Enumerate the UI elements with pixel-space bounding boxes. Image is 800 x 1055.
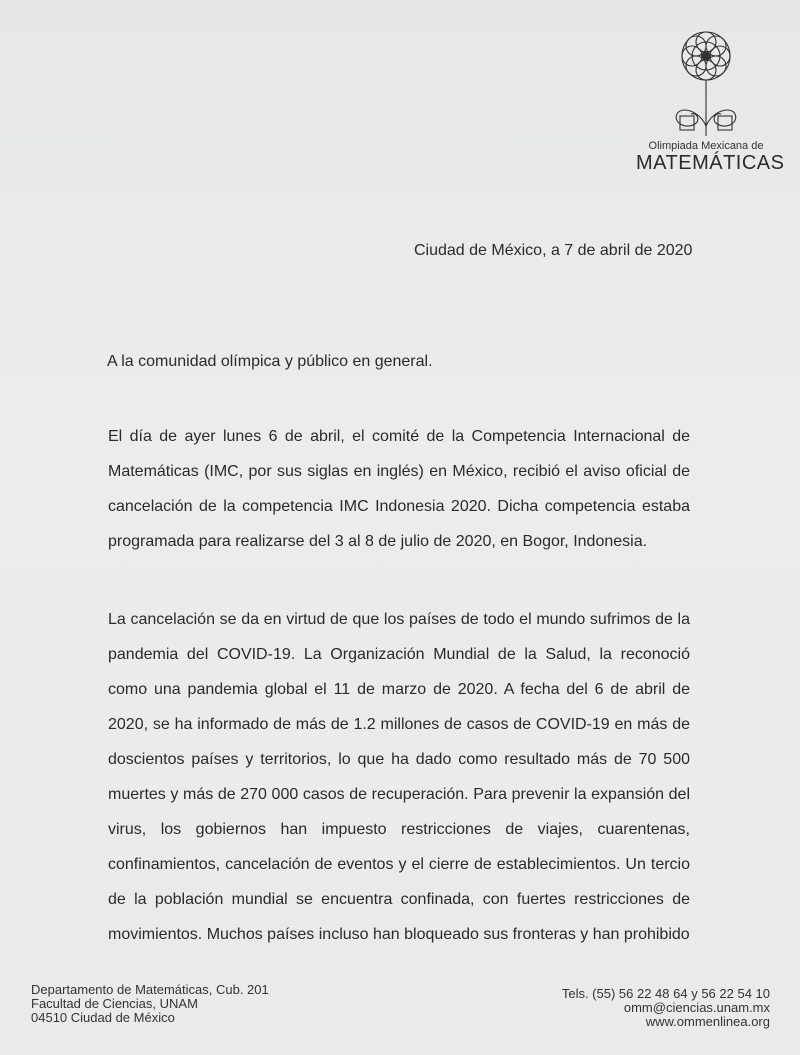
footer-phones: Tels. (55) 56 22 48 64 y 56 22 54 10 — [561, 986, 770, 1001]
logo-subtitle: Olimpiada Mexicana de — [648, 140, 764, 152]
footer-address — [31, 983, 269, 1025]
letter-paragraph-1: El día de ayer lunes 6 de abril, el comité de la Competencia Internacional de Matemáticas (IMC, por sus siglas en inglés) en México, recibió el aviso oficial de cancelación de la competencia IMC Indonesia 2020. Dicha competencia estaba programada para realizarse del 3 al 8 de julio de 2020, en Bogor, Indonesia. — [108, 428, 690, 550]
logo-title: MATEMÁTICAS — [636, 152, 785, 174]
footer-address-line: Departamento de Matemáticas, Cub. 201 — [31, 982, 269, 997]
footer-email: omm@ciencias.unam.mx — [623, 1000, 770, 1015]
omm-logo — [636, 26, 785, 174]
letter-paragraph-2: La cancelación se da en virtud de que los países de todo el mundo sufrimos de la pandemia del COVID-19. La Organización Mundial de la Salud, la reconoció como una pandemia global el 11 de marzo de 2020. A fecha del 6 de abril de 2020, se ha informado de más de 1.2 millones de casos de COVID-19 en más de doscientos países y territorios, lo que ha dado como resultado más de 70 500 muertes y más de 270 000 casos de recuperación. Para prevenir la expansión del virus, los gobiernos han impuesto restricciones de viajes, cuarentenas, confinamientos, cancelación de eventos y el cierre de establecimientos. Un tercio de la población mundial se encuentra confinada, con fuertes restricciones de movimientos. Muchos países incluso han bloqueado sus fronteras y han prohibido — [108, 611, 690, 943]
footer-website: www.ommenlinea.org — [645, 1014, 770, 1029]
footer-address-line: Facultad de Ciencias, UNAM — [31, 996, 198, 1011]
letter-date: Ciudad de México, a 7 de abril de 2020 — [414, 242, 693, 259]
footer-address-line: 04510 Ciudad de México — [31, 1010, 175, 1025]
olympiad-flower-logo-icon — [651, 26, 761, 138]
footer-contact — [562, 987, 770, 1029]
letter-salutation: A la comunidad olímpica y público en general. — [107, 353, 433, 370]
